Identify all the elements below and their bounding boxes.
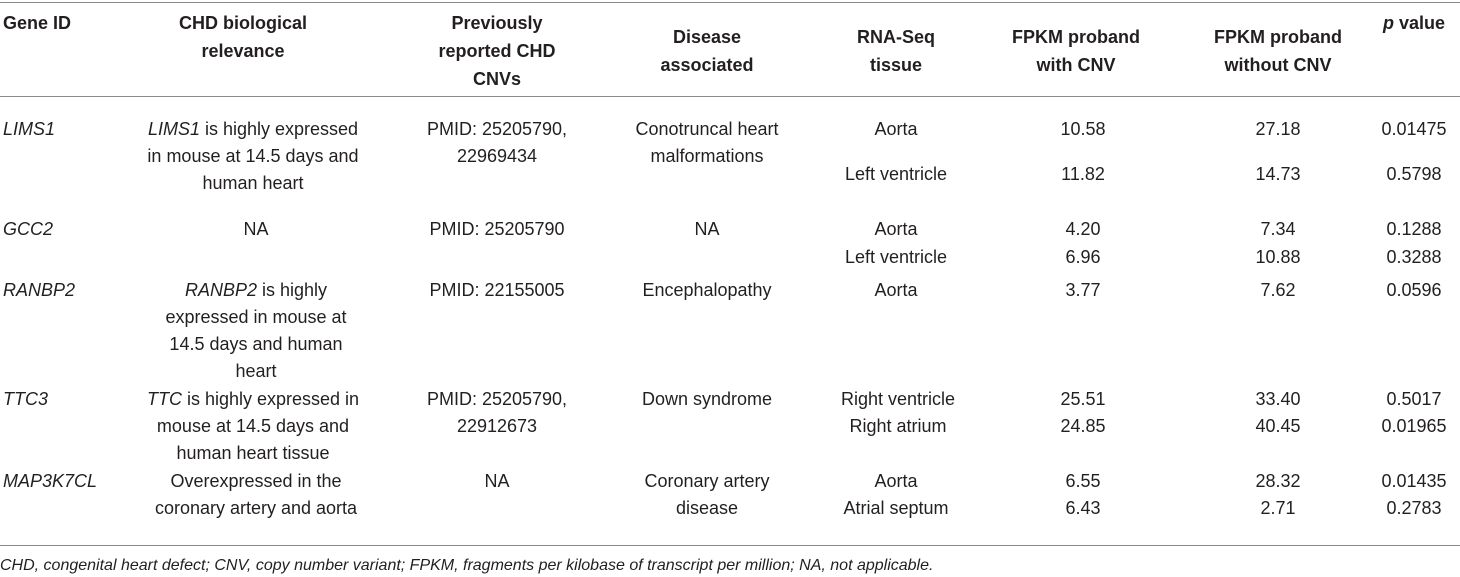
prev-cnv-line: 22969434 xyxy=(456,146,538,166)
disease-line: NA xyxy=(694,219,720,239)
fpkm-with-cnv-cell: 10.58 xyxy=(1060,119,1106,139)
fpkm-without-cnv-cell: 2.71 xyxy=(1260,498,1296,518)
header-prev-line3: CNVs xyxy=(472,69,522,89)
disease-line: Coronary artery xyxy=(644,471,770,491)
relevance-text: is highly expressed xyxy=(199,119,359,139)
relevance-line: mouse at 14.5 days and xyxy=(156,416,350,436)
tissue-cell: Aorta xyxy=(874,219,918,239)
header-p-italic: p xyxy=(1382,13,1394,33)
tissue-cell: Aorta xyxy=(874,471,918,491)
fpkm-without-cnv-cell: 7.62 xyxy=(1260,280,1296,300)
relevance-line: Overexpressed in the xyxy=(170,471,342,491)
fpkm-with-cnv-cell: 6.55 xyxy=(1065,471,1101,491)
tissue-cell: Aorta xyxy=(874,280,918,300)
relevance-line xyxy=(147,386,359,413)
p-value-cell: 0.1288 xyxy=(1386,219,1442,239)
p-value-cell: 0.5798 xyxy=(1386,164,1442,184)
fpkm-without-cnv-cell: 14.73 xyxy=(1255,164,1301,184)
relevance-line: 14.5 days and human xyxy=(169,334,343,354)
fpkm-without-cnv-cell: 27.18 xyxy=(1255,119,1301,139)
prev-cnv-line: PMID: 22155005 xyxy=(429,280,565,300)
prev-cnv-line: 22912673 xyxy=(456,416,538,436)
disease-line: disease xyxy=(675,498,739,518)
p-value-cell: 0.2783 xyxy=(1386,498,1442,518)
relevance-line: expressed in mouse at xyxy=(165,307,347,327)
tissue-cell: Aorta xyxy=(874,119,918,139)
header-prev-line1: Previously xyxy=(451,13,543,33)
disease-line: malformations xyxy=(650,146,764,166)
relevance-line: heart xyxy=(235,361,277,381)
header-disease-line2: associated xyxy=(660,55,754,75)
fpkm-with-cnv-cell: 25.51 xyxy=(1060,389,1106,409)
prev-cnv-line: PMID: 25205790 xyxy=(429,219,565,239)
relevance-line: coronary artery and aorta xyxy=(154,498,358,518)
relevance-line: NA xyxy=(243,219,269,239)
tissue-cell: Right ventricle xyxy=(840,389,956,409)
header-with-cnv-line1: FPKM proband xyxy=(1012,27,1140,47)
fpkm-with-cnv-cell: 6.43 xyxy=(1065,498,1101,518)
relevance-gene: RANBP2 xyxy=(184,280,257,300)
fpkm-with-cnv-cell: 11.82 xyxy=(1061,164,1105,184)
fpkm-with-cnv-cell: 4.20 xyxy=(1065,219,1101,239)
header-with-cnv-line2: with CNV xyxy=(1036,55,1116,75)
header-disease-line1: Disease xyxy=(672,27,742,47)
tissue-cell: Left ventricle xyxy=(844,164,948,184)
fpkm-without-cnv-cell: 40.45 xyxy=(1255,416,1301,436)
relevance-line: human heart tissue xyxy=(176,443,330,463)
relevance-gene: TTC xyxy=(146,389,182,409)
prev-cnv-line: PMID: 25205790, xyxy=(426,389,568,409)
table-footnote: CHD, congenital heart defect; CNV, copy number variant; FPKM, fragments per kilobase of transcript per million; NA, not applicable. xyxy=(0,557,934,574)
fpkm-without-cnv-cell: 7.34 xyxy=(1260,219,1296,239)
p-value-cell: 0.5017 xyxy=(1386,389,1442,409)
gene-id-cell: LIMS1 xyxy=(3,119,56,139)
prev-cnv-line: PMID: 25205790, xyxy=(426,119,568,139)
disease-line: Down syndrome xyxy=(641,389,773,409)
fpkm-with-cnv-cell: 6.96 xyxy=(1065,247,1101,267)
relevance-gene: LIMS1 xyxy=(147,119,200,139)
relevance-text: is highly expressed in xyxy=(181,389,360,409)
p-value-cell: 0.01435 xyxy=(1381,471,1447,491)
header-prev-line2: reported CHD xyxy=(438,41,556,61)
p-value-cell: 0.0596 xyxy=(1386,280,1442,300)
table-bottom-rule xyxy=(0,545,1460,546)
header-gene-id: Gene ID xyxy=(3,13,72,33)
header-tissue-line1: RNA-Seq xyxy=(856,27,936,47)
fpkm-without-cnv-cell: 10.88 xyxy=(1255,247,1301,267)
p-value-cell: 0.3288 xyxy=(1386,247,1442,267)
header-without-cnv-line1: FPKM proband xyxy=(1214,27,1342,47)
header-p-value xyxy=(1383,10,1445,37)
tissue-cell: Right atrium xyxy=(849,416,947,436)
relevance-line: in mouse at 14.5 days and xyxy=(147,146,359,166)
table-top-rule xyxy=(0,2,1460,3)
fpkm-without-cnv-cell: 33.40 xyxy=(1255,389,1301,409)
gene-id-cell: RANBP2 xyxy=(3,280,76,300)
gene-id-cell: TTC3 xyxy=(3,389,48,409)
header-relevance-line1: CHD biological xyxy=(178,13,308,33)
fpkm-with-cnv-cell: 3.77 xyxy=(1065,280,1101,300)
relevance-line xyxy=(185,277,327,304)
relevance-line xyxy=(148,116,358,143)
header-relevance-line2: relevance xyxy=(201,41,285,61)
header-tissue-line2: tissue xyxy=(869,55,923,75)
fpkm-with-cnv-cell: 24.85 xyxy=(1060,416,1106,436)
disease-line: Conotruncal heart xyxy=(635,119,779,139)
fpkm-without-cnv-cell: 28.32 xyxy=(1255,471,1301,491)
gene-id-cell: MAP3K7CL xyxy=(3,471,98,491)
disease-line: Encephalopathy xyxy=(642,280,772,300)
p-value-cell: 0.01475 xyxy=(1381,119,1447,139)
tissue-cell: Atrial septum xyxy=(843,498,949,518)
tissue-cell: Left ventricle xyxy=(844,247,948,267)
header-without-cnv-line2: without CNV xyxy=(1224,55,1332,75)
header-p-rest: value xyxy=(1393,13,1446,33)
relevance-line: human heart xyxy=(202,173,304,193)
prev-cnv-line: NA xyxy=(484,471,510,491)
gene-id-cell: GCC2 xyxy=(3,219,54,239)
p-value-cell: 0.01965 xyxy=(1381,416,1447,436)
header-bottom-rule xyxy=(0,96,1460,97)
relevance-text: is highly xyxy=(257,280,328,300)
